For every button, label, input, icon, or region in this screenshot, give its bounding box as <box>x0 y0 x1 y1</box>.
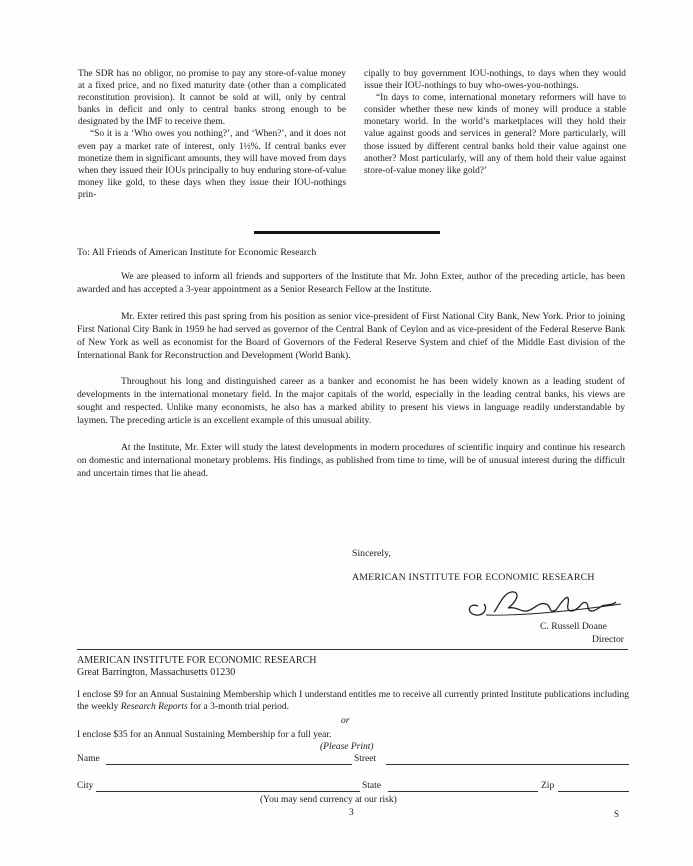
letter-body <box>77 271 625 481</box>
letter-paragraph: Throughout his long and distinguished career as a banker and economist he has been widely known as a leading student of developments in the international monetary field. In the major capitals of the world, especially in the leading central banks, his views are sought and respected. Unlike many economists, he also has a marked ability to present his views in language readily understandable by laymen. The preceding article is an excellent example of this unusual ability. <box>77 376 625 427</box>
zip-label: Zip <box>541 781 555 791</box>
option-trial-text-end: for a 3-month trial period. <box>187 702 290 712</box>
letter-closing: Sincerely, <box>352 548 391 559</box>
research-reports-title: Research Reports <box>120 702 188 712</box>
article-paragraph: cipally to buy government IOU-nothings, to days when they would issue their IOU-nothings to buy who-owes-you-nothings. <box>364 69 626 92</box>
article-paragraph: “In days to come, international monetary reformers will have to consider whether these new kinds of money will produce a stable monetary world. In the world’s marketplaces will they hold their value against goods and services in general? More particularly, will those issued by different central banks hold their value against one another? Most particularly, will any of them hold their value against store-of-value money like gold?’ <box>364 93 626 176</box>
city-field[interactable] <box>96 791 360 792</box>
currency-note: (You may send currency at our risk) <box>260 795 397 805</box>
street-field[interactable] <box>386 764 629 765</box>
name-label: Name <box>77 754 100 764</box>
state-label: State <box>362 781 381 791</box>
city-label: City <box>77 781 94 791</box>
membership-option-trial[interactable] <box>77 689 629 713</box>
article-right-column <box>364 68 626 177</box>
zip-field[interactable] <box>558 791 629 792</box>
form-address: Great Barrington, Massachusetts 01230 <box>77 667 236 678</box>
letter-salutation: To: All Friends of American Institute for Economic Research <box>77 247 317 258</box>
name-field[interactable] <box>106 764 352 765</box>
letter-organization: AMERICAN INSTITUTE FOR ECONOMIC RESEARCH <box>352 572 595 583</box>
page-number: 3 <box>349 808 354 818</box>
corner-mark: S <box>614 809 620 819</box>
option-trial-text: I enclose $9 for an Annual Sustaining Membership which I understand entitles me to receive all currently printed Institute publications including the weekly <box>77 690 629 712</box>
section-divider <box>254 231 440 234</box>
letter-paragraph: At the Institute, Mr. Exter will study the latest developments in modern procedures of scientific inquiry and continue his research on domestic and international monetary problems. His findings, as published from time to time, will be of unusual interest during the difficult and uncertain times that lie ahead. <box>77 442 625 479</box>
or-separator: or <box>341 716 350 726</box>
street-label: Street <box>354 754 377 764</box>
article-paragraph: The SDR has no obligor, no promise to pay any store-of-value money at a fixed price, and no fixed maturity date (other than a complicated reconstitution provision). It cannot be sold at will, only by central banks in deficit and only to central banks strong enough to be designated by the IMF to receive them. <box>78 69 346 128</box>
article-paragraph: “So it is a ‘Who owes you nothing?’, and ‘When?’, and it does not even pay a market rate of interest, only 1½%. If central banks ever monetize them in significant amounts, they will have moved from days when they issued their IOUs principally to buy enduring store-of-value money like gold, to these days when they issue their IOU-nothings prin- <box>78 129 346 200</box>
please-print-note: (Please Print) <box>320 742 374 752</box>
signature <box>456 584 628 620</box>
state-field[interactable] <box>388 791 538 792</box>
signer-title: Director <box>592 634 624 645</box>
letter-paragraph: We are pleased to inform all friends and supporters of the Institute that Mr. John Exter, author of the preceding article, has been awarded and has accepted a 3-year appointment as a Senior Research Fellow at the Institute. <box>77 271 625 295</box>
article-left-column <box>78 68 346 201</box>
letter-paragraph: Mr. Exter retired this past spring from his position as senior vice-president of First National City Bank, New York. Prior to joining First National City Bank in 1959 he had served as governor of the Central Bank of Ceylon and as vice-president of the Federal Reserve Bank of New York as well as economist for the Board of Governors of the Federal Reserve System and chief of the Middle East division of the International Bank for Reconstruction and Development (World Bank). <box>77 310 625 361</box>
form-organization: AMERICAN INSTITUTE FOR ECONOMIC RESEARCH <box>77 655 317 666</box>
membership-option-full-year[interactable]: I enclose $35 for an Annual Sustaining Membership for a full year. <box>77 730 332 740</box>
form-divider <box>77 649 628 650</box>
signer-name: C. Russell Doane <box>540 621 607 632</box>
